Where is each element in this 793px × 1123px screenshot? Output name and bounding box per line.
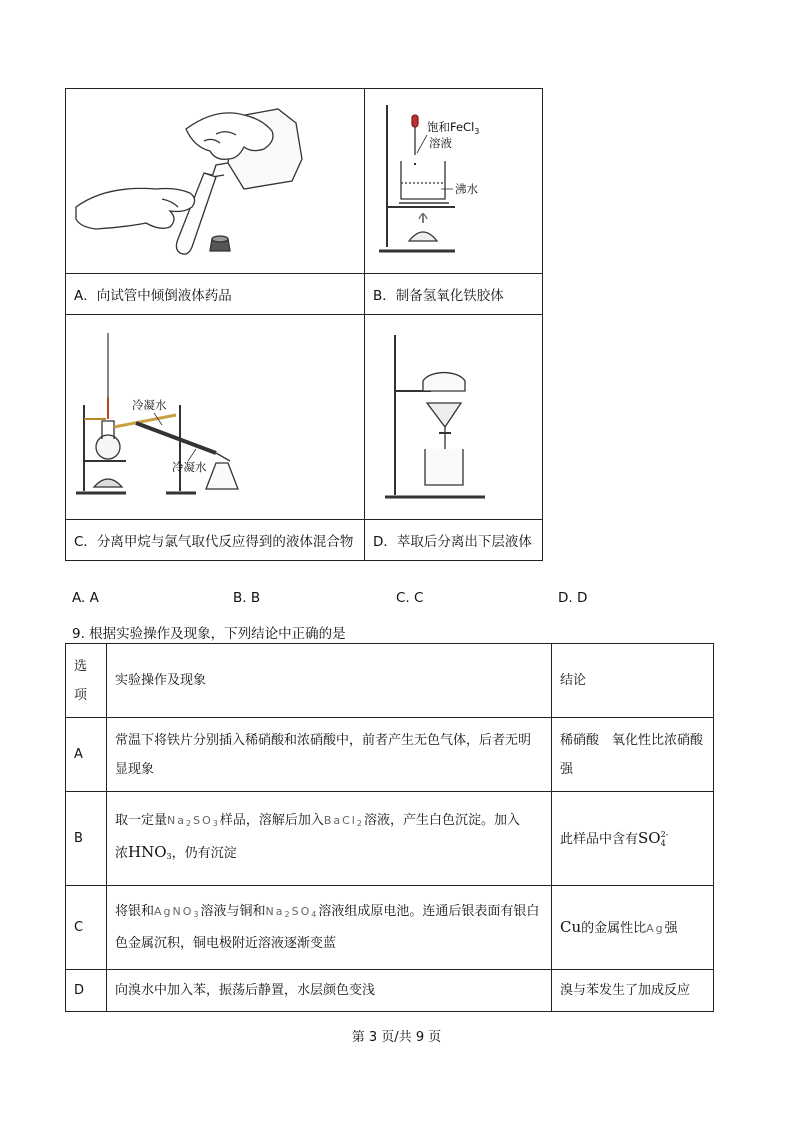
caption-c: C．分离甲烷与氯气取代反应得到的液体混合物 [66,520,365,561]
row-operation: 将银和AgNO$_3$溶液与铜和$Na_2SO_4$溶液组成原电池。连通后银表面有银白色金属沉积，铜电极附近溶液逐渐变蓝 [107,886,552,970]
row-option: D [66,970,107,1012]
row-conclusion: 此样品中含有SO 2- 4 [552,792,714,886]
header-conclusion: 结论 [552,644,714,718]
label-fecl3: 饱和FeCl$_3$ [427,120,480,136]
caption-b: B．制备氢氧化铁胶体 [365,274,543,315]
row-conclusion: Cu的金属性比Ag强 [552,886,714,970]
option-d[interactable]: D. D [558,590,588,606]
question-9: 9. 根据实验操作及现象，下列结论中正确的是 [72,626,346,642]
row-conclusion: 稀硝酸 氧化性比浓硝酸强 [552,718,714,792]
colloid-setup-illustration [365,91,542,271]
cell-apparatus-c [66,315,365,520]
option-b[interactable]: B. B [233,590,261,606]
row-option: C [66,886,107,970]
row-option: A [66,718,107,792]
pouring-liquid-illustration [66,89,364,269]
row-option: B [66,792,107,886]
option-c[interactable]: C. C [396,590,424,606]
row-operation: 常温下将铁片分别插入稀硝酸和浓硝酸中，前者产生无色气体，后者无明显现象 [107,718,552,792]
table-row [66,970,714,1012]
cell-apparatus-b [365,89,543,274]
label-boiling-water: 沸水 [455,182,478,196]
cell-apparatus-a [66,89,365,274]
table-row [66,886,714,970]
caption-d: D．萃取后分离出下层液体 [365,520,543,561]
label-solution: 溶液 [429,136,452,150]
page-footer: 第 3 页/共 9 页 [351,1030,442,1045]
header-option: 选 项 [66,644,107,718]
row-operation: 取一定量$Na_2SO_3$样品，溶解后加入BaCl$_2$溶液，产生白色沉淀。加入 浓$HNO_3$，仍有沉淀 [107,792,552,886]
distillation-illustration [66,315,364,515]
option-a[interactable]: A. A [72,590,99,606]
row-operation: 向溴水中加入苯，振荡后静置，水层颜色变浅 [107,970,552,1012]
apparatus-table [65,88,543,561]
experiment-table [65,643,714,1012]
row-conclusion: 溴与苯发生了加成反应 [552,970,714,1012]
caption-a: A．向试管中倾倒液体药品 [66,274,365,315]
table-row [66,792,714,886]
label-cooling-water-2: 冷凝水 [172,460,207,474]
table-row [66,718,714,792]
header-operation: 实验操作及现象 [107,644,552,718]
cell-apparatus-d [365,315,543,520]
label-cooling-water-1: 冷凝水 [132,398,167,412]
separatory-funnel-illustration [365,315,542,515]
